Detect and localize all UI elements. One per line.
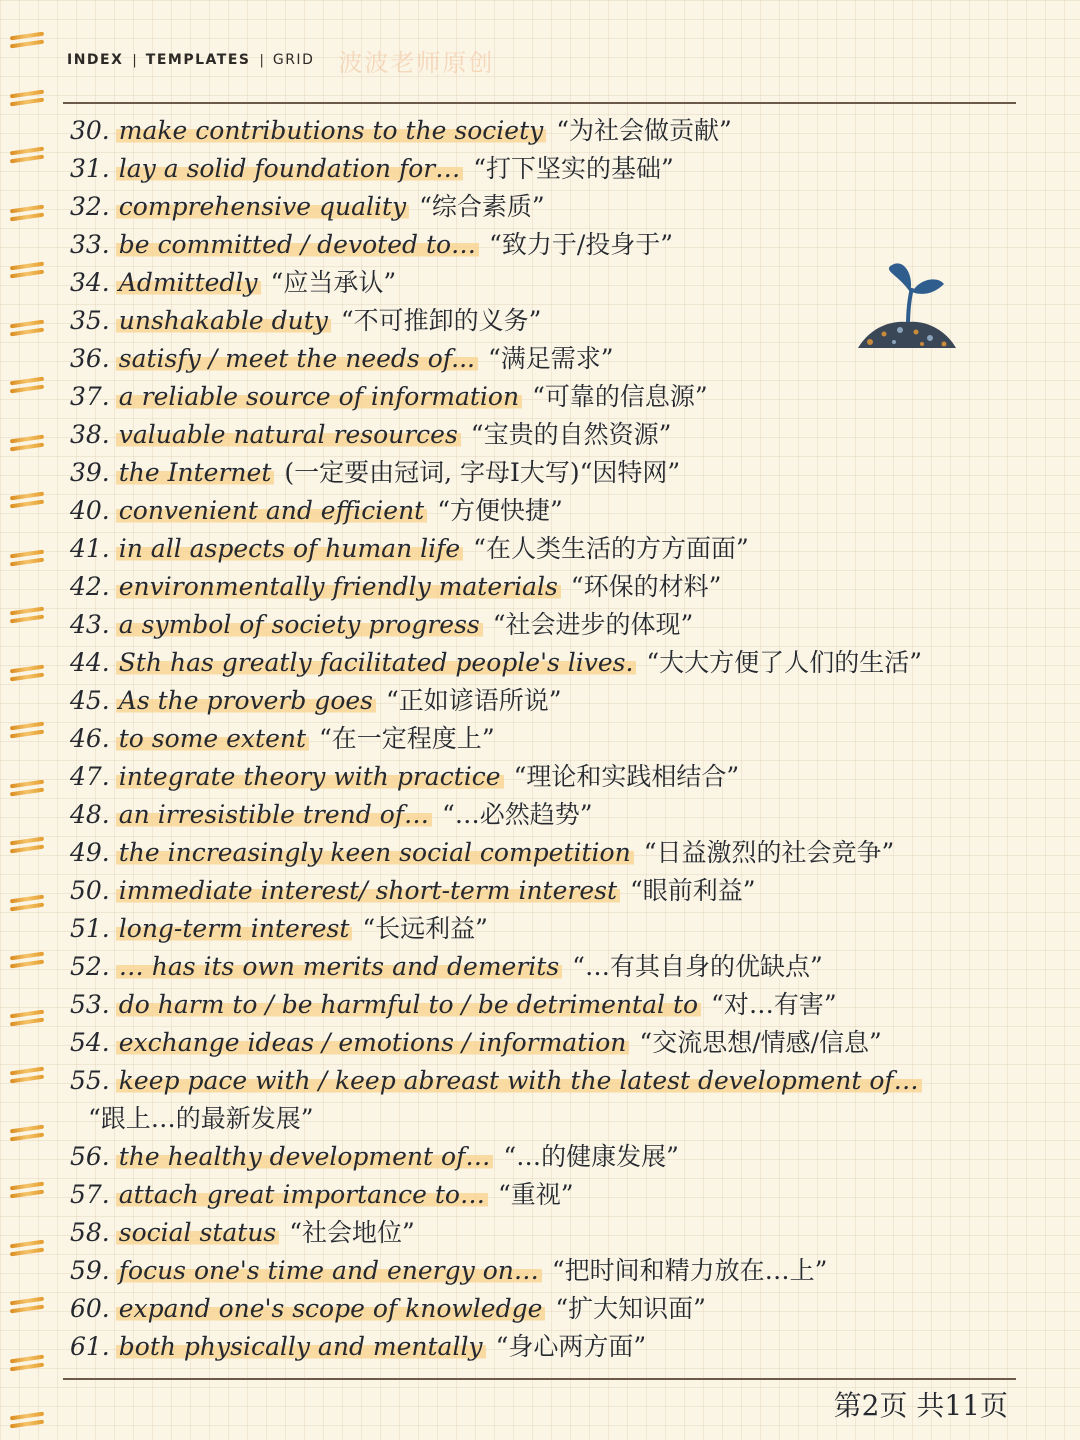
- list-item: [70, 454, 1020, 492]
- phrase-chinese: “对…有害”: [711, 990, 837, 1019]
- spiral-ring: [10, 950, 48, 972]
- phrase-chinese: “身心两方面”: [495, 1332, 647, 1361]
- entry-line: [70, 986, 1020, 1024]
- entry-line: [70, 1062, 1020, 1100]
- phrase-chinese: “综合素质”: [419, 192, 545, 221]
- nav-separator: |: [259, 52, 264, 68]
- list-item: [70, 720, 1020, 758]
- entry-continuation: [70, 1100, 1020, 1138]
- entry-line: [70, 644, 1020, 682]
- entry-number: 59.: [70, 1256, 110, 1285]
- spiral-ring: [10, 1295, 48, 1317]
- spiral-ring: [10, 30, 48, 52]
- entry-number: 49.: [70, 838, 110, 867]
- entry-number: 36.: [70, 344, 110, 373]
- phrase-english: social status: [116, 1218, 279, 1247]
- list-item: [70, 1328, 1020, 1366]
- phrase-chinese: “环保的材料”: [570, 572, 722, 601]
- header-nav: [67, 48, 495, 77]
- phrase-chinese: “扩大知识面”: [555, 1294, 706, 1323]
- spiral-ring: [10, 1123, 48, 1145]
- nav-templates[interactable]: TEMPLATES: [145, 52, 251, 68]
- phrase-english: both physically and mentally: [116, 1332, 486, 1361]
- watermark: 波波老师原创: [338, 48, 495, 77]
- entry-number: 55.: [70, 1066, 110, 1095]
- entry-line: [70, 948, 1020, 986]
- spiral-ring: [10, 835, 48, 857]
- spiral-ring: [10, 318, 48, 340]
- nav-separator: |: [132, 52, 137, 68]
- spiral-ring: [10, 663, 48, 685]
- entry-number: 57.: [70, 1180, 110, 1209]
- phrase-english: exchange ideas / emotions / information: [116, 1028, 630, 1057]
- entry-number: 30.: [70, 116, 110, 145]
- entry-line: [70, 606, 1020, 644]
- entry-line: [70, 1024, 1020, 1062]
- phrase-english: long-term interest: [116, 914, 353, 943]
- phrase-english: do harm to / be harmful to / be detrimental to: [116, 990, 701, 1019]
- entry-number: 58.: [70, 1218, 110, 1247]
- spiral-ring: [10, 605, 48, 627]
- entry-line: [70, 568, 1020, 606]
- phrase-chinese: “打下坚实的基础”: [473, 154, 674, 183]
- phrase-english: focus one's time and energy on…: [116, 1256, 542, 1285]
- list-item: [70, 1176, 1020, 1214]
- list-item: [70, 986, 1020, 1024]
- phrase-chinese: “把时间和精力放在…上”: [551, 1256, 828, 1285]
- phrase-english: valuable natural resources: [116, 420, 461, 449]
- phrase-chinese: “应当承认”: [270, 268, 397, 297]
- list-item: [70, 112, 1020, 150]
- entry-line: [70, 796, 1020, 834]
- entry-number: 44.: [70, 648, 110, 677]
- spiral-ring: [10, 260, 48, 282]
- phrase-chinese: (一定要由冠词, 字母I大写)“因特网”: [284, 458, 681, 487]
- list-item: [70, 1252, 1020, 1290]
- phrase-english: in all aspects of human life: [116, 534, 463, 563]
- phrase-chinese: “理论和实践相结合”: [513, 762, 740, 791]
- phrase-english: the healthy development of…: [116, 1142, 494, 1171]
- phrase-english: be committed / devoted to…: [116, 230, 479, 259]
- list-item: [70, 1214, 1020, 1252]
- phrase-chinese: “交流思想/情感/信息”: [639, 1028, 882, 1057]
- spiral-ring: [10, 203, 48, 225]
- phrase-chinese: “在人类生活的方方面面”: [473, 534, 749, 563]
- entry-line: [70, 1328, 1020, 1366]
- list-item: [70, 188, 1020, 226]
- list-item: [70, 1290, 1020, 1328]
- list-item: [70, 150, 1020, 188]
- phrase-chinese: “…有其自身的优缺点”: [572, 952, 823, 981]
- list-item: [70, 1024, 1020, 1062]
- entry-number: 54.: [70, 1028, 110, 1057]
- spiral-ring: [10, 490, 48, 512]
- entry-number: 37.: [70, 382, 110, 411]
- phrase-chinese: “跟上…的最新发展”: [88, 1104, 314, 1133]
- entry-number: 61.: [70, 1332, 110, 1361]
- phrase-english: Sth has greatly facilitated people's lives.: [116, 648, 637, 677]
- list-item: [70, 682, 1020, 720]
- nav-index[interactable]: INDEX: [67, 52, 124, 68]
- entry-number: 46.: [70, 724, 110, 753]
- list-item: [70, 1062, 1020, 1138]
- phrase-chinese: “为社会做贡献”: [556, 116, 732, 145]
- spiral-ring: [10, 433, 48, 455]
- entry-number: 40.: [70, 496, 110, 525]
- entry-line: [70, 1138, 1020, 1176]
- entry-number: 51.: [70, 914, 110, 943]
- phrase-chinese: “眼前利益”: [630, 876, 756, 905]
- spiral-ring: [10, 1410, 48, 1432]
- phrase-english: immediate interest/ short-term interest: [116, 876, 620, 905]
- entry-number: 60.: [70, 1294, 110, 1323]
- entry-line: [70, 378, 1020, 416]
- list-item: [70, 378, 1020, 416]
- entry-line: [70, 720, 1020, 758]
- spiral-ring: [10, 548, 48, 570]
- list-item: [70, 834, 1020, 872]
- entry-number: 38.: [70, 420, 110, 449]
- phrase-chinese: “…的健康发展”: [503, 1142, 679, 1171]
- entry-line: [70, 1290, 1020, 1328]
- phrase-english: satisfy / meet the needs of...: [116, 344, 478, 373]
- spiral-ring: [10, 1065, 48, 1087]
- entry-line: [70, 416, 1020, 454]
- phrase-chinese: “不可推卸的义务”: [340, 306, 542, 335]
- entry-number: 35.: [70, 306, 110, 335]
- entry-line: [70, 1214, 1020, 1252]
- phrase-english: make contributions to the society: [116, 116, 547, 145]
- spiral-ring: [10, 778, 48, 800]
- spiral-ring: [10, 1353, 48, 1375]
- spiral-ring: [10, 1180, 48, 1202]
- entry-number: 33.: [70, 230, 110, 259]
- list-item: [70, 910, 1020, 948]
- phrase-chinese: “社会进步的体现”: [492, 610, 694, 639]
- entry-line: [70, 834, 1020, 872]
- entry-line: [70, 872, 1020, 910]
- entry-line: [70, 530, 1020, 568]
- list-item: [70, 948, 1020, 986]
- entry-line: [70, 682, 1020, 720]
- entry-line: [70, 492, 1020, 530]
- phrase-chinese: “宝贵的自然资源”: [470, 420, 672, 449]
- phrase-english: lay a solid foundation for…: [116, 154, 463, 183]
- entry-number: 32.: [70, 192, 110, 221]
- spiral-binding: [0, 0, 60, 1440]
- phrase-english: … has its own merits and demerits: [116, 952, 562, 981]
- entry-number: 34.: [70, 268, 110, 297]
- entry-line: [70, 1252, 1020, 1290]
- entry-line: [70, 910, 1020, 948]
- phrase-chinese: “日益激烈的社会竞争”: [643, 838, 895, 867]
- entry-line: [70, 1176, 1020, 1214]
- nav-grid[interactable]: GRID: [272, 52, 315, 68]
- phrase-english: unshakable duty: [116, 306, 331, 335]
- spiral-ring: [10, 893, 48, 915]
- list-item: [70, 796, 1020, 834]
- list-item: [70, 568, 1020, 606]
- phrase-chinese: “长远利益”: [362, 914, 488, 943]
- phrase-chinese: “重视”: [497, 1180, 574, 1209]
- phrase-chinese: “可靠的信息源”: [532, 382, 708, 411]
- phrase-chinese: “方便快捷”: [437, 496, 563, 525]
- phrase-english: the increasingly keen social competition: [116, 838, 634, 867]
- page-indicator: 第2页 共11页: [833, 1389, 1008, 1422]
- entry-line: [70, 150, 1020, 188]
- spiral-ring: [10, 1008, 48, 1030]
- list-item: [70, 758, 1020, 796]
- entry-number: 52.: [70, 952, 110, 981]
- entry-number: 48.: [70, 800, 110, 829]
- spiral-ring: [10, 375, 48, 397]
- entry-line: [70, 188, 1020, 226]
- phrase-english: a symbol of society progress: [116, 610, 483, 639]
- phrase-english: a reliable source of information: [116, 382, 522, 411]
- phrase-english: to some extent: [116, 724, 309, 753]
- list-item: [70, 606, 1020, 644]
- entry-line: [70, 454, 1020, 492]
- list-item: [70, 644, 1020, 682]
- list-item: [70, 872, 1020, 910]
- phrase-chinese: “在一定程度上”: [319, 724, 495, 753]
- list-item: [70, 416, 1020, 454]
- phrase-english: an irresistible trend of…: [116, 800, 432, 829]
- phrase-english: integrate theory with practice: [116, 762, 504, 791]
- entry-number: 31.: [70, 154, 110, 183]
- seedling-icon: [850, 258, 960, 358]
- phrase-chinese: “满足需求”: [487, 344, 614, 373]
- phrase-english: the Internet: [116, 458, 275, 487]
- phrase-chinese: “致力于/投身于”: [489, 230, 674, 259]
- phrase-chinese: “社会地位”: [289, 1218, 415, 1247]
- spiral-ring: [10, 1238, 48, 1260]
- entry-number: 47.: [70, 762, 110, 791]
- phrase-english: keep pace with / keep abreast with the latest development of…: [116, 1066, 922, 1095]
- list-item: [70, 492, 1020, 530]
- phrase-english: As the proverb goes: [116, 686, 376, 715]
- entry-line: [70, 758, 1020, 796]
- phrase-english: comprehensive quality: [116, 192, 409, 221]
- phrase-english: convenient and efficient: [116, 496, 427, 525]
- entry-number: 45.: [70, 686, 110, 715]
- phrase-chinese: “正如谚语所说”: [386, 686, 562, 715]
- entry-number: 56.: [70, 1142, 110, 1171]
- entry-line: [70, 112, 1020, 150]
- spiral-ring: [10, 720, 48, 742]
- entry-number: 41.: [70, 534, 110, 563]
- phrase-english: environmentally friendly materials: [116, 572, 561, 601]
- list-item: [70, 1138, 1020, 1176]
- entry-number: 39.: [70, 458, 110, 487]
- top-rule: [63, 102, 1016, 104]
- entry-number: 43.: [70, 610, 110, 639]
- bottom-rule: [63, 1378, 1016, 1380]
- phrase-english: expand one's scope of knowledge: [116, 1294, 546, 1323]
- phrase-english: Admittedly: [116, 268, 261, 297]
- entry-number: 53.: [70, 990, 110, 1019]
- phrase-chinese: “大大方便了人们的生活”: [646, 648, 922, 677]
- phrase-english: attach great importance to…: [116, 1180, 488, 1209]
- phrase-chinese: “…必然趋势”: [442, 800, 593, 829]
- entry-number: 42.: [70, 572, 110, 601]
- list-item: [70, 530, 1020, 568]
- spiral-ring: [10, 145, 48, 167]
- spiral-ring: [10, 88, 48, 110]
- entry-number: 50.: [70, 876, 110, 905]
